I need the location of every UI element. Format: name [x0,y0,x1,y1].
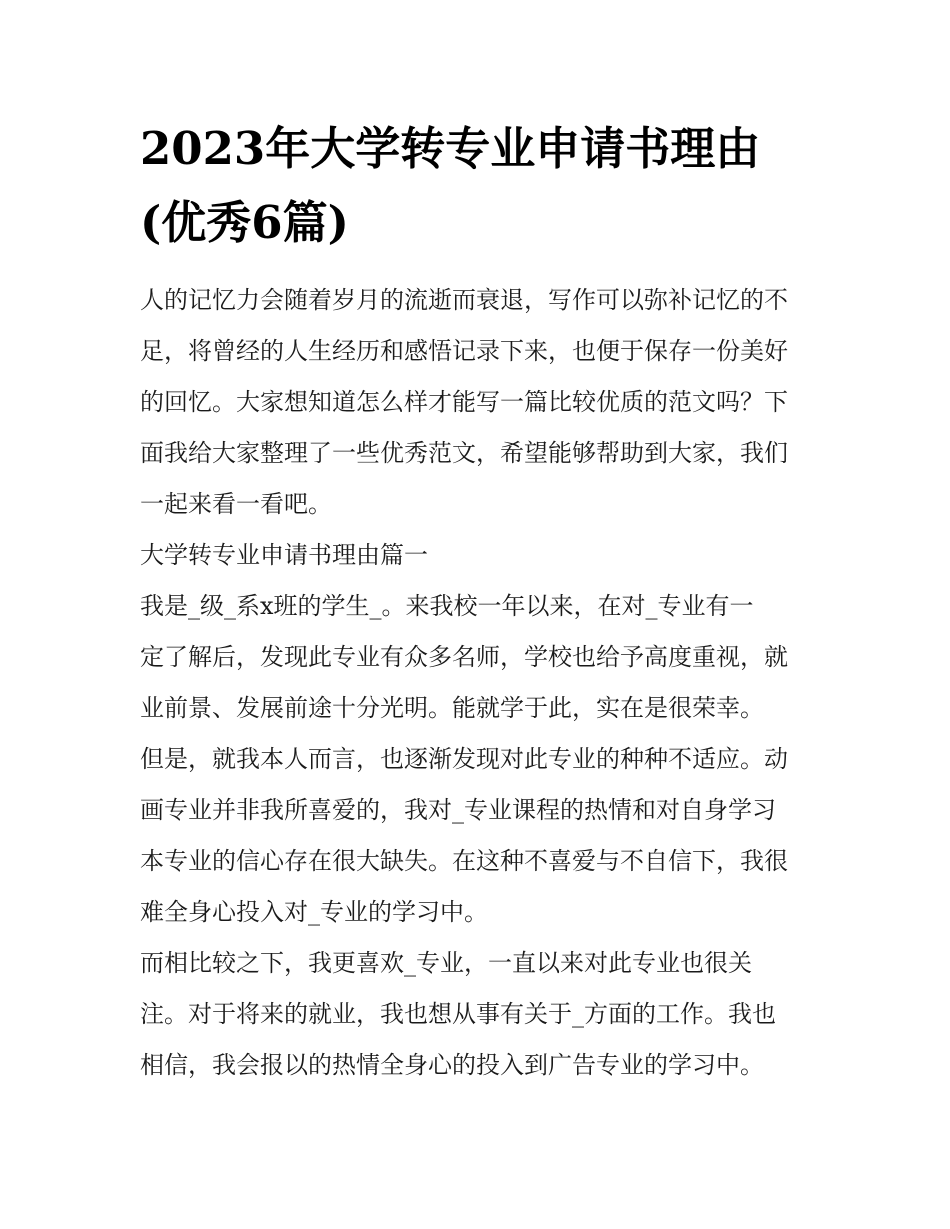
body-line: 的回忆。大家想知道怎么样才能写一篇比较优质的范文吗？下 [140,388,788,416]
title-line-1: 2023年大学转专业申请书理由 [140,122,761,175]
body-line: 人的记忆力会随着岁月的流逝而衰退，写作可以弥补记忆的不 [140,286,788,314]
body-line: 相信，我会报以的热情全身心的投入到广告专业的学习中。 [140,1051,764,1079]
body-line: 画专业并非我所喜爱的，我对_专业课程的热情和对自身学习 [140,796,776,824]
body-line: 本专业的信心存在很大缺失。在这种不喜爱与不自信下，我很 [140,847,788,875]
body-line: 业前景、发展前途十分光明。能就学于此，实在是很荣幸。 [140,694,764,722]
body-line: 足，将曾经的人生经历和感悟记录下来，也便于保存一份美好 [140,337,788,365]
body-line: 我是_级_系x班的学生_。来我校一年以来，在对_专业有一 [140,592,754,620]
body-line: 而相比较之下，我更喜欢_专业，一直以来对此专业也很关 [140,949,752,977]
document-body [140,275,820,1091]
document-title [140,112,820,260]
body-line: 定了解后，发现此专业有众多名师，学校也给予高度重视，就 [140,643,788,671]
body-line: 一起来看一看吧。 [140,490,332,518]
body-line: 难全身心投入对_专业的学习中。 [140,898,488,926]
title-line-2: (优秀6篇) [140,196,349,249]
body-line: 注。对于将来的就业，我也想从事有关于_方面的工作。我也 [140,1000,776,1028]
section-heading: 大学转专业申请书理由篇一 [140,541,428,569]
body-line: 面我给大家整理了一些优秀范文，希望能够帮助到大家，我们 [140,439,788,467]
body-line: 但是，就我本人而言，也逐渐发现对此专业的种种不适应。动 [140,745,788,773]
